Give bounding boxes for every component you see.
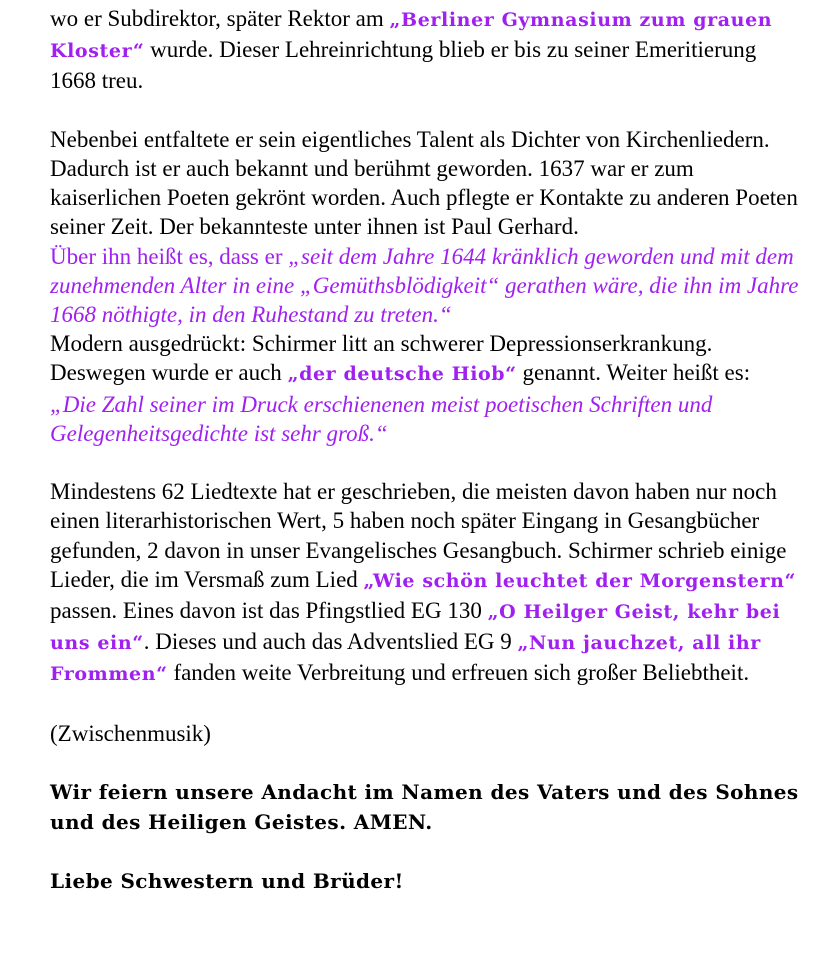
quote-illness: „seit dem Jahre 1644 kränklich geworden und mit dem zunehmenden Alter in eine „Gemüthsblödigkeit“ gerathen wäre, die ihn im Jahre 1668 nöthigte, in den Ruhestand zu treten.“ — [50, 243, 799, 328]
highlight-hiob: „der deutsche Hiob“ — [287, 363, 517, 386]
text-span: Mindestens 62 Liedtexte hat er geschrieben, die meisten davon haben nur noch einen literarhistorischen Wert, 5 haben noch später Eingang in Gesangbücher gefunden, 2 davon in unser Evangelisches Gesangbuch. Schirmer schrieb einige Lieder, die im Versmaß zum Lied — [50, 479, 787, 592]
paragraph-gap — [50, 690, 800, 719]
paragraph-gap — [50, 748, 800, 777]
highlight-song-morgenstern: „Wie schön leuchtet der Morgenstern“ — [363, 569, 797, 592]
highlight-school-name: „Berliner Gymnasium zum grauen Kloster“ — [50, 9, 773, 63]
text-span: fanden weite Verbreitung und erfreuen sich großer Beliebtheit. — [167, 660, 750, 686]
text-span: wo er Subdirektor, später Rektor am — [50, 6, 390, 31]
paragraph-gap — [50, 96, 800, 125]
text-span: Über ihn heißt es, dass er — [50, 243, 289, 269]
paragraph-songs — [50, 477, 800, 689]
paragraph-rector — [50, 4, 800, 96]
paragraph-depression — [50, 329, 800, 389]
text-span: genannt. Weiter heißt es: — [516, 360, 751, 386]
text-span: Modern ausgedrückt: Schirmer litt an schwerer Depressionserkrankung. Deswegen wurde er auch — [50, 331, 713, 386]
paragraph-gap — [50, 837, 800, 866]
paragraph-talent: Nebenbei entfaltete er sein eigentliches Talent als Dichter von Kirchenliedern. Dadurch ist er auch bekannt und berühmt geworden. 1637 war er zum kaiserlichen Poeten gekrönt worden. Auch pflegte er Kontakte zu anderen Poeten seiner Zeit. Der bekannteste unter ihnen ist Paul Gerhard. — [50, 126, 798, 240]
text-span: wurde. Dieser Lehreinrichtung blieb er bis zu seiner Emeritierung 1668 treu. — [50, 37, 757, 94]
paragraph-liturgy: Wir feiern unsere Andacht im Namen des Vaters und des Sohnes und des Heiligen Geistes. AMEN. — [50, 780, 799, 835]
paragraph-gap — [50, 448, 800, 477]
highlight-song-heilger-geist: „O Heilger Geist, kehr bei uns ein“ — [50, 601, 781, 655]
text-span: . Dieses und auch das Adventslied EG 9 — [143, 629, 518, 655]
paragraph-greeting: Liebe Schwestern und Brüder! — [50, 869, 404, 894]
paragraph-quote-illness — [50, 242, 800, 330]
document-page — [50, 4, 800, 896]
paragraph-interlude: (Zwischenmusik) — [50, 720, 211, 746]
text-span: passen. Eines davon ist das Pfingstlied EG 130 — [50, 598, 488, 624]
highlight-song-nun-jauchzet: „Nun jauchzet, all ihr Frommen“ — [50, 632, 761, 686]
paragraph-quote-writings: „Die Zahl seiner im Druck erschienenen meist poetischen Schriften und Gelegenheitsgedichte ist sehr groß.“ — [50, 391, 713, 446]
